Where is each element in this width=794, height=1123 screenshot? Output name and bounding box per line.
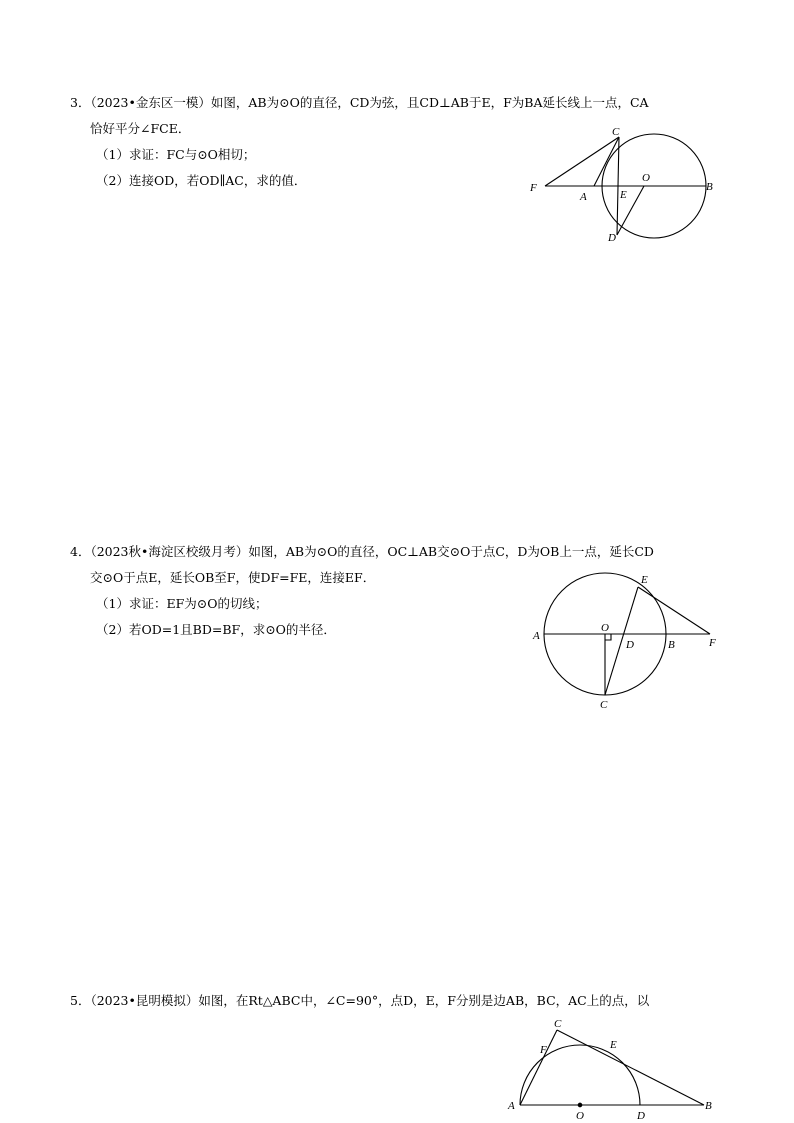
q4-label-o: O: [601, 622, 609, 634]
q3-stem-line1: 3．（2023•金东区一模）如图，AB为⊙O的直径，CD为弦，且CD⊥AB于E，F为BA延长线上一点，CA: [70, 95, 649, 110]
q4-part1: （1）求证：EF为⊙O的切线；: [96, 596, 268, 611]
q5-label-f: F: [540, 1044, 547, 1056]
q3-line-ca: [594, 137, 619, 186]
q3-label-o: O: [642, 172, 650, 184]
q5-label-o: O: [576, 1110, 584, 1122]
q4-right-angle-mark: [605, 634, 611, 640]
q5-label-a: A: [508, 1100, 515, 1112]
q5-stem-line1: 5．（2023•昆明模拟）如图，在Rt△ABC中，∠C=90°，点D，E，F分别是边AB，BC，AC上的点，以: [70, 993, 650, 1008]
q5-figure: [500, 1015, 725, 1121]
q3-label-e: E: [620, 189, 627, 201]
q3-part2: （2）连接OD，若OD∥AC，求的值．: [96, 173, 307, 188]
q3-label-f: F: [530, 182, 537, 194]
q3-label-d: D: [608, 232, 616, 244]
question-5: [70, 988, 730, 1014]
q4-label-a: A: [533, 630, 540, 642]
q3-label-a: A: [580, 191, 587, 203]
q4-label-e: E: [641, 574, 648, 586]
q4-label-f: F: [709, 637, 716, 649]
q5-center-dot: [578, 1103, 582, 1107]
q3-part1: （1）求证：FC与⊙O相切；: [96, 147, 256, 162]
q3-label-b: B: [706, 181, 713, 193]
q4-label-b: B: [668, 639, 675, 651]
q4-stem-line2: 交⊙O于点E，延长OB至F，使DF=FE，连接EF．: [90, 570, 376, 585]
q3-figure: [520, 122, 730, 247]
q5-label-e: E: [610, 1039, 617, 1051]
q4-part2: （2）若OD=1且BD=BF，求⊙O的半径．: [96, 622, 336, 637]
q3-label-c: C: [612, 126, 620, 138]
q5-line-ac: [520, 1030, 557, 1105]
q5-line-cb: [557, 1030, 704, 1105]
q4-figure: [525, 570, 725, 715]
q5-semicircle: [520, 1045, 640, 1105]
q4-line-ef: [638, 587, 710, 634]
q4-stem-line1: 4．（2023秋•海淀区校级月考）如图，AB为⊙O的直径，OC⊥AB交⊙O于点C，D为OB上一点，延长CD: [70, 544, 654, 559]
q5-label-c: C: [554, 1018, 562, 1030]
q5-label-b: B: [705, 1100, 712, 1112]
q4-label-d: D: [626, 639, 634, 651]
q4-label-c: C: [600, 699, 608, 711]
q5-label-d: D: [637, 1110, 645, 1122]
q3-stem-line2: 恰好平分∠FCE．: [90, 121, 191, 136]
